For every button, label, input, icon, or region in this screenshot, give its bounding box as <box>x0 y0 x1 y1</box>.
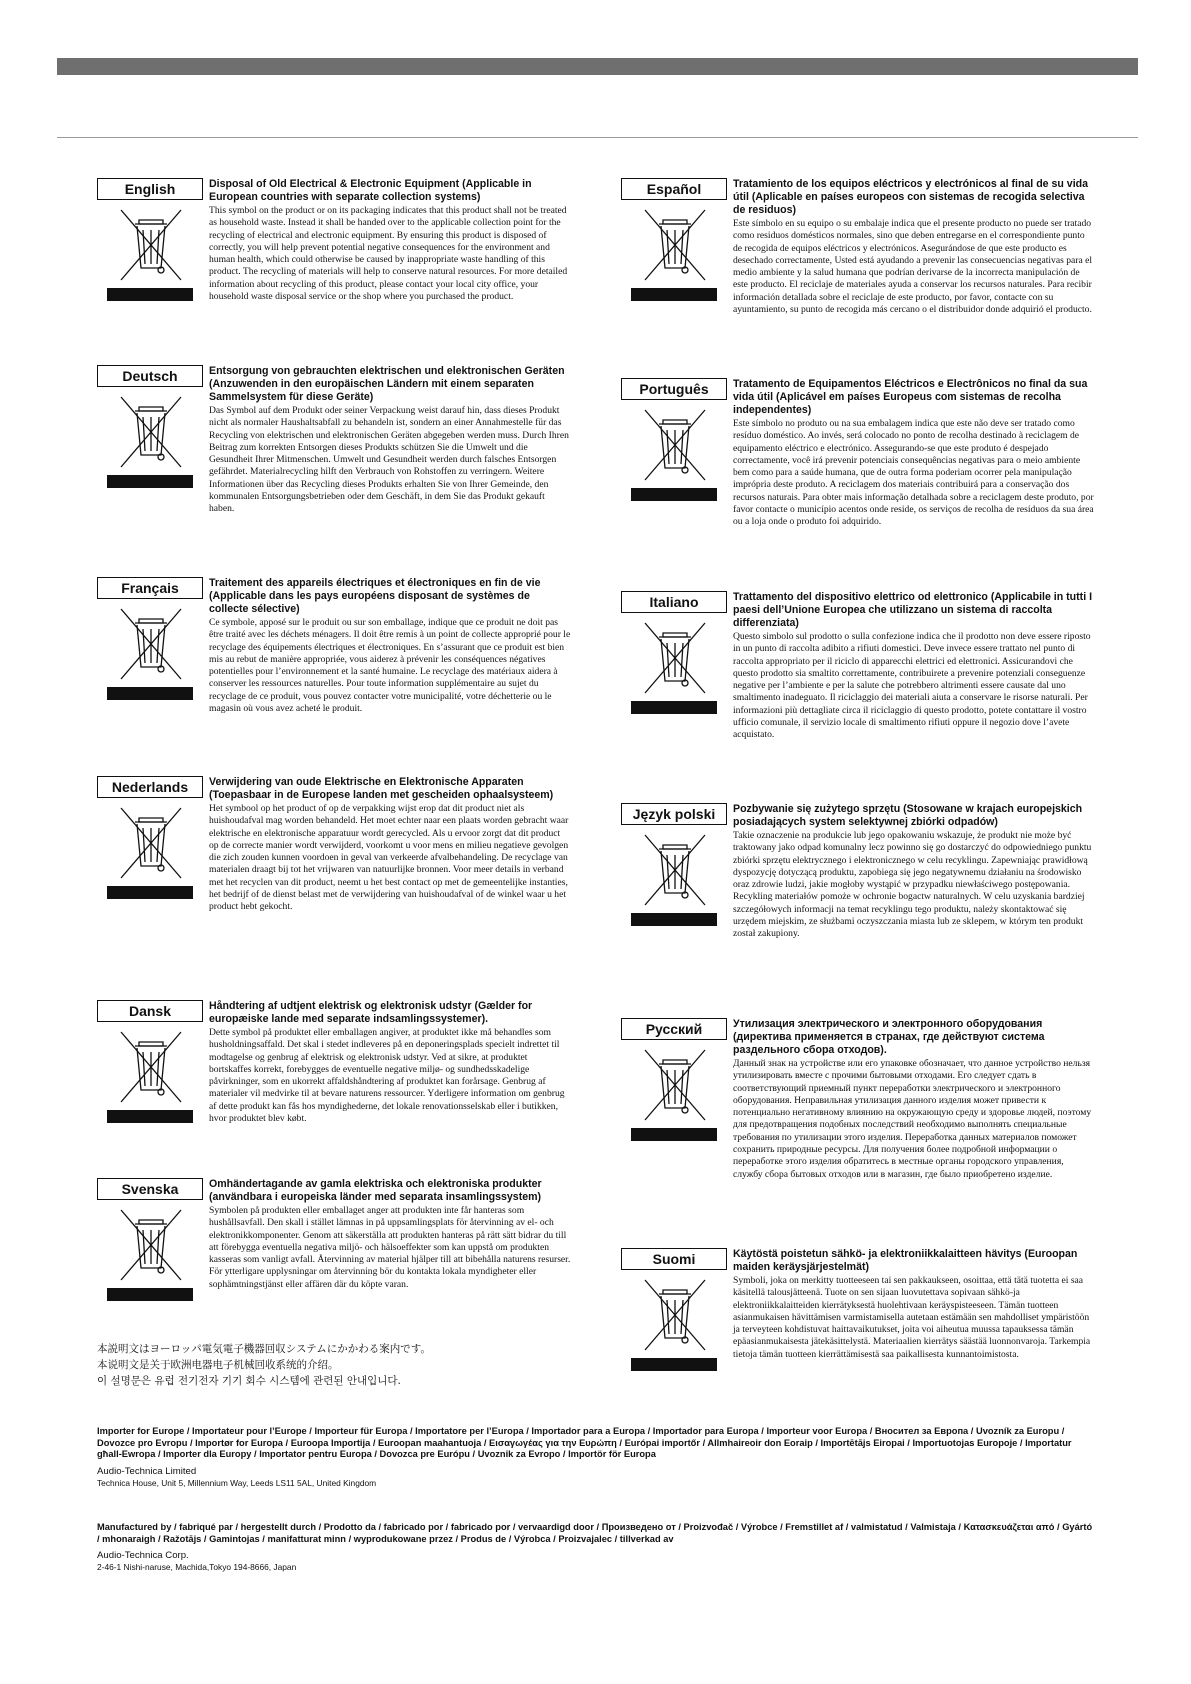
black-bar <box>631 913 717 926</box>
language-label: Français <box>97 577 203 599</box>
manufacturer-company: Audio-Technica Corp. <box>97 1550 189 1561</box>
language-label: Dansk <box>97 1000 203 1022</box>
crossed-out-wheelie-bin-icon <box>117 206 185 284</box>
importer-address: Technica House, Unit 5, Millennium Way, Leeds LS11 5AL, United Kingdom <box>97 1477 377 1488</box>
crossed-out-wheelie-bin-icon <box>641 406 709 484</box>
entry-side <box>621 378 727 501</box>
entry-title: Утилизация электрического и электронного оборудования (директива применяется в странах, где действуют система раздельного сбора отходов). <box>733 1018 1045 1056</box>
black-bar <box>631 1128 717 1141</box>
header-bar <box>57 58 1138 75</box>
entry-side <box>97 178 203 301</box>
language-label: Italiano <box>621 591 727 613</box>
entry-text: Symbolen på produkten eller emballaget anger att produkten inte får hanteras som hushållsavfall. Den skall i stället lämnas in på uppsamlingsplats för återvinning av el- och elektronikkomponenter. Genom att säkerställa att produkten hanteras på rätt sätt bidrar du till att förebygga eventuella negativa miljö- och hälsoeffekter som kan uppstå om produkten kasseras som vanligt avfall. Återvinning av material hjälper till att bibehålla naturens resurser. För ytterligare upplysningar om återvinning bör du kontakta lokala myndigheter eller sophämtningstjänst eller affären där du köpte varan. <box>209 1205 571 1290</box>
entry-side <box>97 577 203 700</box>
crossed-out-wheelie-bin-icon <box>641 831 709 909</box>
entry-text: Este símbolo en su equipo o su embalaje indica que el presente producto no puede ser tratado como residuos domésticos normales, sino que deben entregarse en el correspondiente punto de recogida de equipos eléctricos y electrónicos. Asegurándose de que este producto es desechado correctamente, Usted está ayudando a prevenir las consecuencias negativas para el medio ambiente y la salud humana que podrían derivarse de la incorrecta manipulación de este producto. El reciclaje de materiales ayuda a conservar los recursos naturales. Para recibir información detallada sobre el reciclaje de este producto, por favor, contacte con su ayuntamiento, su punto de recogida más cercano o el distribuidor donde adquirió el producto. <box>733 218 1093 316</box>
entry-title: Håndtering af udtjent elektrisk og elektronisk udstyr (Gælder for europæiske lande med separate indsamlingssystemer). <box>209 1000 533 1025</box>
manufacturer-address: 2-46-1 Nishi-naruse, Machida,Tokyo 194-8666, Japan <box>97 1562 297 1572</box>
black-bar <box>107 475 193 488</box>
importer-block <box>97 1426 1097 1489</box>
importer-heading: Importer for Europe / Importateur pour l’Europe / Importeur für Europa / Importatore per l’Europa / Importador para a Europa / Importador para Europa / Importeur voor Europa / Вносител за Европа / Uvozník za Europu / Dovozce pro Evropu / Importør for Europa / Euroopa Importija / Euroopan maahantuoja / Εισαγωγέας για την Ευρώπη / Európai importőr / Allmhaireoir don Eoraip / Importētājs Eiropai / Importuotojas Europoje / Importatur għall-Ewropa / Importer dla Europy / Importator pentru Europa / Dovozca pre Európu / Uvoznik za Evropo / Importör för Europa <box>97 1426 1072 1459</box>
entry-text: Het symbool op het product of op de verpakking wijst erop dat dit product niet als huishoudafval mag worden behandeld. Het moet echter naar een plaats worden gebracht waar elektrische en elektronische apparatuur wordt gerecycled. Als u ervoor zorgt dat dit product op de correcte manier wordt verwijderd, voorkomt u voor mens en milieu negatieve gevolgen die zich zouden kunnen voordoen in geval van verkeerde afvalbehandeling. De recyclage van materialen draagt bij tot het vrijwaren van natuurlijke bronnen. Voor meer details in verband met het recyclen van dit product, neemt u het best contact op met de gemeentelijke instanties, het bedrijf of de dienst belast met de verwijdering van huishoudafval of de winkel waar u het product hebt gekocht. <box>209 803 569 913</box>
entry-title: Disposal of Old Electrical & Electronic Equipment (Applicable in European countries with separate collection systems) <box>209 178 532 203</box>
crossed-out-wheelie-bin-icon <box>641 1276 709 1354</box>
crossed-out-wheelie-bin-icon <box>641 206 709 284</box>
crossed-out-wheelie-bin-icon <box>117 1028 185 1106</box>
crossed-out-wheelie-bin-icon <box>117 1206 185 1284</box>
language-label: Español <box>621 178 727 200</box>
black-bar <box>631 488 717 501</box>
entry-side <box>621 803 727 926</box>
entry-text: Este símbolo no produto ou na sua embalagem indica que este não deve ser tratado como resíduo doméstico. Ao invés, será colocado no ponto de recolha destinado à reciclagem de equipamento eléctrico e electrónico. Assegurando-se que este produto é despejado correctamente, você irá prevenir potenciais consequências negativas para o meio ambiente bem como para a saúde humana, que de outra forma poderiam ocorrer pela manipulação imprópria deste produto. A reciclagem dos materiais contribuirá para a conservação dos recursos naturais. Para obter mais informação detalhada sobre a reciclagem deste produto, por favor contacte o município acentos onde reside, os serviços de recolha de resíduos da sua área ou a loja onde o produto foi adquirido. <box>733 418 1094 528</box>
manufacturer-block <box>97 1522 1097 1573</box>
language-label: Język polski <box>621 803 727 825</box>
entry-text: This symbol on the product or on its packaging indicates that this product shall not be treated as household waste. Instead it shall be handed over to the applicable collection point for the recycling of electrical and electronic equipment. By ensuring this product is disposed of correctly, you will help prevent potential negative consequences for the environment and human health, which could otherwise be caused by inappropriate waste handling of this product. The recycling of materials will help to conserve natural resources. For more detailed information about recycling of this product, please contact your local city office, your household waste disposal service or the shop where you purchased the product. <box>209 205 568 303</box>
language-label: Nederlands <box>97 776 203 798</box>
entry-side <box>621 591 727 714</box>
language-label: Русский <box>621 1018 727 1040</box>
language-label: Deutsch <box>97 365 203 387</box>
black-bar <box>107 687 193 700</box>
entry-text: Dette symbol på produktet eller emballagen angiver, at produktet ikke må behandles som husholdningsaffald. Det skal i stedet indleveres på en deponeringsplads specielt indrettet til modtagelse og genbrug af elektrisk og elektronisk udstyr. Ved at sikre, at produktet bortskaffes korrekt, forebygges de eventuelle negative miljø- og sundhedsskadelige påvirkninger, som en ukorrekt affaldshåndtering af produktet kan forårsage. Genbrug af materialer vil medvirke til at bevare naturens ressourcer. Yderligere information om genbrug af dette produkt kan fås hos myndighederne, det lokale renovationsselskab eller i butikken, hvor produktet blev købt. <box>209 1027 565 1125</box>
entry-text: Ce symbole, apposé sur le produit ou sur son emballage, indique que ce produit ne doit pas être traité avec les déchets ménagers. Il doit être remis à un point de collecte approprié pour le recyclage des équipements électriques et électroniques. En s’assurant que ce produit est bien mis au rebut de manière appropriée, vous aiderez à prévenir les conséquences négatives potentielles pour l’environnement et la santé humaine. Le recyclage des matériaux aidera à conserver les ressources naturelles. Pour toute information supplémentaire au sujet du recyclage de ce produit, vous pouvez contacter votre municipalité, votre déchetterie ou le magasin où vous avez acheté le produit. <box>209 617 571 715</box>
crossed-out-wheelie-bin-icon <box>117 804 185 882</box>
black-bar <box>631 701 717 714</box>
entry-title: Tratamiento de los equipos eléctricos y electrónicos al final de su vida útil (Aplicable en países europeos con sistemas de recogida selectiva de residuos) <box>733 178 1089 216</box>
entry-side <box>97 1178 203 1301</box>
entry-side <box>97 776 203 899</box>
entry-text: Symboli, joka on merkitty tuotteeseen tai sen pakkaukseen, osoittaa, että tätä tuotetta ei saa käsitellä talousjätteenä. Tuote on sen sijaan luovutettava sopivaan sähkö-ja elektroniikkalaitteiden kierrätyksestä huolehtivaan keräyspisteeseen. Tämän tuotteen asianmukaisen hävittämisen varmistamisella autetaan estämään sen mahdolliset ympäristöön ja terveyteen kohdistuvat haittavaikutukset, joita voi aiheutua muussa tapauksessa tämän epäasianmukaisesta jätekäsittelystä. Materiaalien kierrätys säästää luonnonvaroja. Tarkempia tietoja tämän tuotteen kierrättämisestä saa paikallisesta kunnantoimistosta. <box>733 1275 1091 1360</box>
entry-text: Das Symbol auf dem Produkt oder seiner Verpackung weist darauf hin, dass dieses Produkt nicht als normaler Haushaltsabfall zu behandeln ist, sondern an einer Annahmestelle für das Recycling von elektrischen und elektronischen Geräten abgegeben werden muss. Durch Ihren Beitrag zum korrekten Entsorgen dieses Produkts schützen Sie die Umwelt und die Gesundheit Ihrer Mitmenschen. Umwelt und Gesundheit werden durch falsches Entsorgen gefährdet. Materialrecycling hilft den Verbrauch von Rohstoffen zu verringern. Weitere Informationen über das Recycling dieses Produkts erhalten Sie von Ihrer Gemeinde, den kommunalen Entsorgungsbetrieben oder dem Geschäft, in dem Sie das Produkt gekauft haben. <box>209 405 569 515</box>
language-label: Português <box>621 378 727 400</box>
black-bar <box>631 1358 717 1371</box>
entry-title: Trattamento del dispositivo elettrico od elettronico (Applicabile in tutti I paesi dell’Unione Europea che utilizzano un sistema di raccolta differenziata) <box>733 591 1093 629</box>
entry-title: Verwijdering van oude Elektrische en Elektronische Apparaten (Toepasbaar in de Europese landen met gescheiden ophaalsysteem) <box>209 776 554 801</box>
crossed-out-wheelie-bin-icon <box>641 619 709 697</box>
entry-side <box>97 365 203 488</box>
header-rule <box>57 137 1138 138</box>
crossed-out-wheelie-bin-icon <box>641 1046 709 1124</box>
entry-title: Käytöstä poistetun sähkö- ja elektroniikkalaitteen hävitys (Euroopan maiden keräysjärjestelmät) <box>733 1248 1078 1273</box>
black-bar <box>631 288 717 301</box>
entry-text: Данный знак на устройстве или его упаковке обозначает, что данное устройство нельзя утилизировать вместе с прочими бытовыми отходами. Его следует сдать в соответствующий приемный пункт переработки электрического и электронного оборудования. Неправильная утилизация данного изделия может привести к потенциально негативному влиянию на окружающую среду и здоровье людей, поэтому для предотвращения подобных последствий необходимо выполнять специальные требования по утилизации этого изделия. Переработка данных материалов поможет сохранить природные ресурсы. Для получения более подробной информации о переработке этого изделия обратитесь в местные органы городского управления, службу сбора бытовых отходов или в магазин, где было приобретено изделие. <box>733 1058 1092 1180</box>
importer-company: Audio-Technica Limited <box>97 1465 197 1477</box>
black-bar <box>107 886 193 899</box>
note-japanese: 本説明文はヨーロッパ電気電子機器回収システムにかかわる案内です。 <box>97 1343 431 1355</box>
language-label: Suomi <box>621 1248 727 1270</box>
entry-text: Takie oznaczenie na produkcie lub jego opakowaniu wskazuje, że produkt nie może być traktowany jako odpad komunalny lecz powinno się go dostarczyć do odpowiedniego punktu zbiórki sprzętu elektrycznego i elektronicznego w celu recyklingu. Zapewniając prawidłową dyspozycję dotyczącą produktu, zapobiega się jego negatywnemu działaniu na środowisko oraz zdrowie ludzi, jakie mogłoby wystąpić w przypadku niewłaściwego postępowania. Recykling materiałów pomoże w ochronie bogactw naturalnych. W celu uzyskania bardziej szczegółowych informacji na temat recyklingu tego produktu, należy skontaktować się urzędem miejskim, ze służbami oczyszczania miasta lub ze sklepem, w którym ten produkt został zakupiony. <box>733 830 1092 940</box>
note-korean: 이 설명문은 유럽 전기전자 기기 회수 시스템에 관련된 안내입니다. <box>97 1375 401 1387</box>
asian-language-notes <box>97 1341 597 1389</box>
entry-side <box>621 1248 727 1371</box>
manufacturer-heading: Manufactured by / fabriqué par / hergestellt durch / Prodotto da / fabricado por / fabricado por / vervaardigd door / Произведено от / Proizvođač / Výrobce / Fremstillet af / valmistatud / Valmistaja / Κατασκευάζεται από / Gyártó / mhonaraigh / Ražotājs / Gamintojas / manifatturat minn / wyprodukowane przez / Produs de / Výrobca / Proizvajalec / tillverkad av <box>97 1522 1093 1544</box>
language-label: Svenska <box>97 1178 203 1200</box>
entry-title: Traitement des appareils électriques et électroniques en fin de vie (Applicable dans les pays européens disposant de systèmes de collecte sélective) <box>209 577 541 615</box>
entry-title: Omhändertagande av gamla elektriska och elektroniska produkter (användbara i europeiska länder med separata insamlingssystem) <box>209 1178 542 1203</box>
entry-text: Questo simbolo sul prodotto o sulla confezione indica che il prodotto non deve essere riposto in un punto di raccolta adibito a rifiuti domestici. Deve invece essere trattato nel punto di raccolta appropriato per il riciclo di apparecchi elettrici ed elettronici. Assicurandovi che questo prodotto sia smaltito correttamente, contribuirete a prevenire potenziali conseguenze negative per l’ambiente e per la salute che potrebbero altrimenti essere causate dal uno smaltimento inadeguato. Il riciclaggio dei materiali aiuta a conservare le risorse naturali. Per informazioni più dettagliate circa il riciclaggio di questo prodotto, potete contattare il vostro ufficio comunale, il servizio locale di smaltimento rifiuti oppure il negozio dove l’avete acquistato. <box>733 631 1091 741</box>
crossed-out-wheelie-bin-icon <box>117 393 185 471</box>
entry-side <box>621 1018 727 1141</box>
entry-side <box>621 178 727 301</box>
entry-title: Pozbywanie się zużytego sprzętu (Stosowane w krajach europejskich posiadających system selektywnej zbiórki odpadów) <box>733 803 1083 828</box>
black-bar <box>107 1110 193 1123</box>
entry-side <box>97 1000 203 1123</box>
entry-title: Entsorgung von gebrauchten elektrischen und elektronischen Geräten (Anzuwenden in den europäischen Ländern mit einem separaten Sammelsystem für diese Geräte) <box>209 365 565 403</box>
black-bar <box>107 1288 193 1301</box>
crossed-out-wheelie-bin-icon <box>117 605 185 683</box>
language-label: English <box>97 178 203 200</box>
entry-title: Tratamento de Equipamentos Eléctricos e Electrônicos no final da sua vida útil (Aplicável em países Europeus com sistemas de recolha independentes) <box>733 378 1088 416</box>
black-bar <box>107 288 193 301</box>
note-chinese: 本说明文是关于欧洲电器电子机械回收系统的介绍。 <box>97 1359 339 1371</box>
